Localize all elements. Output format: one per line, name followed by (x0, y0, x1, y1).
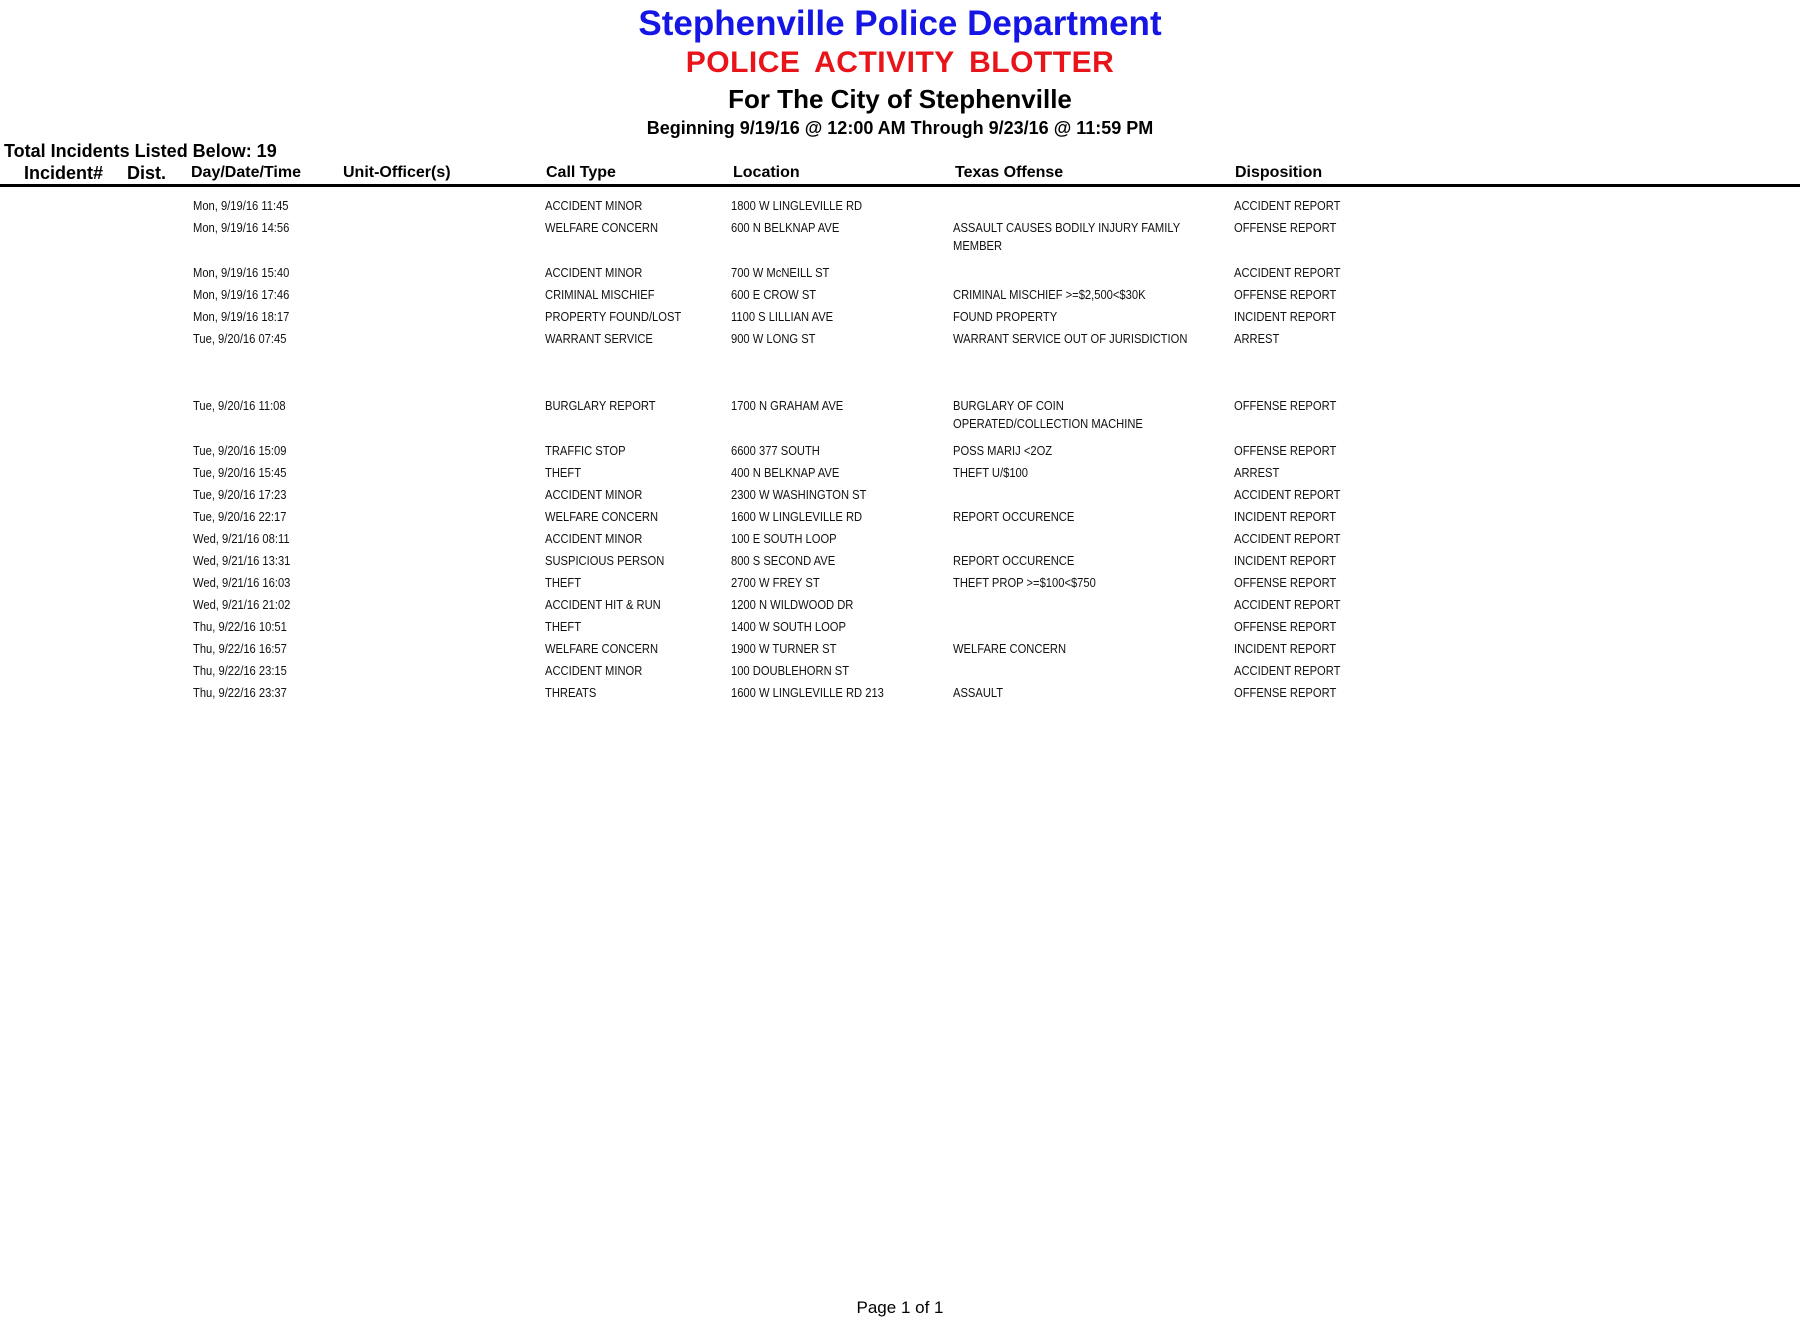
row-call-type: CRIMINAL MISCHIEF (545, 287, 655, 302)
row-call-type: THREATS (545, 685, 597, 700)
row-location: 1600 W LINGLEVILLE RD (731, 509, 863, 524)
table-row (0, 485, 1800, 507)
row-call-type: WELFARE CONCERN (545, 509, 659, 524)
row-call-type: THEFT (545, 465, 582, 480)
row-disposition: OFFENSE REPORT (1234, 685, 1337, 700)
row-texas-offense: CRIMINAL MISCHIEF >=$2,500<$30K (953, 287, 1146, 302)
row-disposition: OFFENSE REPORT (1234, 287, 1337, 302)
col-header-unit-officer: Unit-Officer(s) (343, 164, 451, 181)
row-call-type: WELFARE CONCERN (545, 220, 659, 235)
row-datetime: Thu, 9/22/16 23:37 (193, 685, 287, 700)
row-datetime: Mon, 9/19/16 15:40 (193, 265, 290, 280)
row-call-type: WELFARE CONCERN (545, 641, 659, 656)
table-row (0, 617, 1800, 639)
table-row (0, 441, 1800, 463)
row-datetime: Tue, 9/20/16 15:45 (193, 465, 287, 480)
row-texas-offense: ASSAULT CAUSES BODILY INJURY FAMILY MEMBER (953, 220, 1180, 253)
row-disposition: ACCIDENT REPORT (1234, 487, 1341, 502)
row-location: 2300 W WASHINGTON ST (731, 487, 867, 502)
row-location: 1100 S LILLIAN AVE (731, 309, 834, 324)
col-header-location: Location (733, 164, 800, 181)
row-datetime: Mon, 9/19/16 17:46 (193, 287, 290, 302)
row-location: 1400 W SOUTH LOOP (731, 619, 846, 634)
row-location: 100 E SOUTH LOOP (731, 531, 837, 546)
row-datetime: Tue, 9/20/16 22:17 (193, 509, 287, 524)
table-row (0, 639, 1800, 661)
row-texas-offense: WARRANT SERVICE OUT OF JURISDICTION (953, 331, 1188, 346)
table-row (0, 196, 1800, 218)
row-disposition: OFFENSE REPORT (1234, 619, 1337, 634)
row-datetime: Wed, 9/21/16 21:02 (193, 597, 291, 612)
row-datetime: Thu, 9/22/16 10:51 (193, 619, 287, 634)
table-row (0, 463, 1800, 485)
row-call-type: BURGLARY REPORT (545, 398, 656, 413)
row-datetime: Mon, 9/19/16 14:56 (193, 220, 290, 235)
table-row (0, 683, 1800, 705)
row-call-type: ACCIDENT MINOR (545, 487, 643, 502)
row-disposition: ARREST (1234, 331, 1280, 346)
row-datetime: Tue, 9/20/16 15:09 (193, 443, 287, 458)
col-header-call-type: Call Type (546, 164, 616, 181)
table-row (0, 551, 1800, 573)
col-header-disposition: Disposition (1235, 164, 1323, 181)
table-row (0, 285, 1800, 307)
row-datetime: Wed, 9/21/16 13:31 (193, 553, 291, 568)
row-call-type: TRAFFIC STOP (545, 443, 626, 458)
row-location: 1800 W LINGLEVILLE RD (731, 198, 863, 213)
row-datetime: Tue, 9/20/16 17:23 (193, 487, 287, 502)
row-disposition: INCIDENT REPORT (1234, 309, 1337, 324)
row-location: 2700 W FREY ST (731, 575, 820, 590)
row-texas-offense: POSS MARIJ <2OZ (953, 443, 1053, 458)
row-texas-offense: BURGLARY OF COIN OPERATED/COLLECTION MACHINE (953, 398, 1143, 431)
row-disposition: ACCIDENT REPORT (1234, 531, 1341, 546)
row-call-type: ACCIDENT MINOR (545, 198, 643, 213)
row-datetime: Mon, 9/19/16 18:17 (193, 309, 290, 324)
header-divider (0, 184, 1800, 187)
row-datetime: Thu, 9/22/16 23:15 (193, 663, 287, 678)
row-call-type: SUSPICIOUS PERSON (545, 553, 665, 568)
row-call-type: WARRANT SERVICE (545, 331, 653, 346)
row-datetime: Wed, 9/21/16 08:11 (193, 531, 290, 546)
table-row (0, 396, 1800, 441)
row-disposition: ARREST (1234, 465, 1280, 480)
row-call-type: THEFT (545, 575, 582, 590)
row-texas-offense: THEFT PROP >=$100<$750 (953, 575, 1096, 590)
row-location: 1600 W LINGLEVILLE RD 213 (731, 685, 884, 700)
col-header-datetime: Day/Date/Time (191, 164, 301, 181)
table-row (0, 529, 1800, 551)
row-disposition: OFFENSE REPORT (1234, 398, 1337, 413)
row-disposition: OFFENSE REPORT (1234, 220, 1337, 235)
row-disposition: INCIDENT REPORT (1234, 509, 1337, 524)
row-texas-offense: WELFARE CONCERN (953, 641, 1067, 656)
row-datetime: Thu, 9/22/16 16:57 (193, 641, 287, 656)
row-datetime: Tue, 9/20/16 07:45 (193, 331, 287, 346)
row-disposition: ACCIDENT REPORT (1234, 597, 1341, 612)
date-range-line: Beginning 9/19/16 @ 12:00 AM Through 9/23/16 @ 11:59 PM (646, 118, 1154, 138)
table-row (0, 218, 1800, 263)
row-disposition: OFFENSE REPORT (1234, 575, 1337, 590)
row-location: 700 W McNEILL ST (731, 265, 830, 280)
row-call-type: ACCIDENT MINOR (545, 531, 643, 546)
row-call-type: ACCIDENT HIT & RUN (545, 597, 661, 612)
row-location: 600 N BELKNAP AVE (731, 220, 840, 235)
col-header-texas-offense: Texas Offense (955, 164, 1064, 181)
table-row (0, 263, 1800, 285)
row-call-type: PROPERTY FOUND/LOST (545, 309, 682, 324)
col-header-incident: Incident# (24, 163, 104, 183)
row-texas-offense: ASSAULT (953, 685, 1004, 700)
row-call-type: ACCIDENT MINOR (545, 265, 643, 280)
table-row (0, 573, 1800, 595)
table-row (0, 507, 1800, 529)
row-disposition: ACCIDENT REPORT (1234, 663, 1341, 678)
row-location: 600 E CROW ST (731, 287, 817, 302)
row-location: 1700 N GRAHAM AVE (731, 398, 844, 413)
row-texas-offense: REPORT OCCURENCE (953, 509, 1075, 524)
row-location: 6600 377 SOUTH (731, 443, 820, 458)
row-datetime: Tue, 9/20/16 11:08 (193, 398, 286, 413)
table-row (0, 661, 1800, 683)
row-disposition: INCIDENT REPORT (1234, 553, 1337, 568)
department-title: Stephenville Police Department (638, 4, 1162, 43)
blotter-title: POLICE ACTIVITY BLOTTER (685, 46, 1115, 79)
row-location: 1900 W TURNER ST (731, 641, 837, 656)
row-disposition: OFFENSE REPORT (1234, 443, 1337, 458)
row-location: 800 S SECOND AVE (731, 553, 836, 568)
row-location: 400 N BELKNAP AVE (731, 465, 840, 480)
table-row (0, 595, 1800, 617)
row-location: 1200 N WILDWOOD DR (731, 597, 854, 612)
row-call-type: ACCIDENT MINOR (545, 663, 643, 678)
col-header-dist: Dist. (127, 163, 167, 183)
page-number: Page 1 of 1 (856, 1298, 944, 1317)
table-row (0, 329, 1800, 396)
row-texas-offense: THEFT U/$100 (953, 465, 1028, 480)
row-datetime: Mon, 9/19/16 11:45 (193, 198, 289, 213)
row-disposition: ACCIDENT REPORT (1234, 265, 1341, 280)
row-texas-offense: FOUND PROPERTY (953, 309, 1058, 324)
row-location: 900 W LONG ST (731, 331, 816, 346)
row-texas-offense: REPORT OCCURENCE (953, 553, 1075, 568)
row-disposition: ACCIDENT REPORT (1234, 198, 1341, 213)
row-location: 100 DOUBLEHORN ST (731, 663, 850, 678)
row-datetime: Wed, 9/21/16 16:03 (193, 575, 291, 590)
table-row (0, 307, 1800, 329)
row-disposition: INCIDENT REPORT (1234, 641, 1337, 656)
incident-table-body (0, 196, 1800, 705)
row-call-type: THEFT (545, 619, 582, 634)
city-line: For The City of Stephenville (728, 84, 1072, 114)
total-incidents-label: Total Incidents Listed Below: 19 (4, 141, 277, 161)
